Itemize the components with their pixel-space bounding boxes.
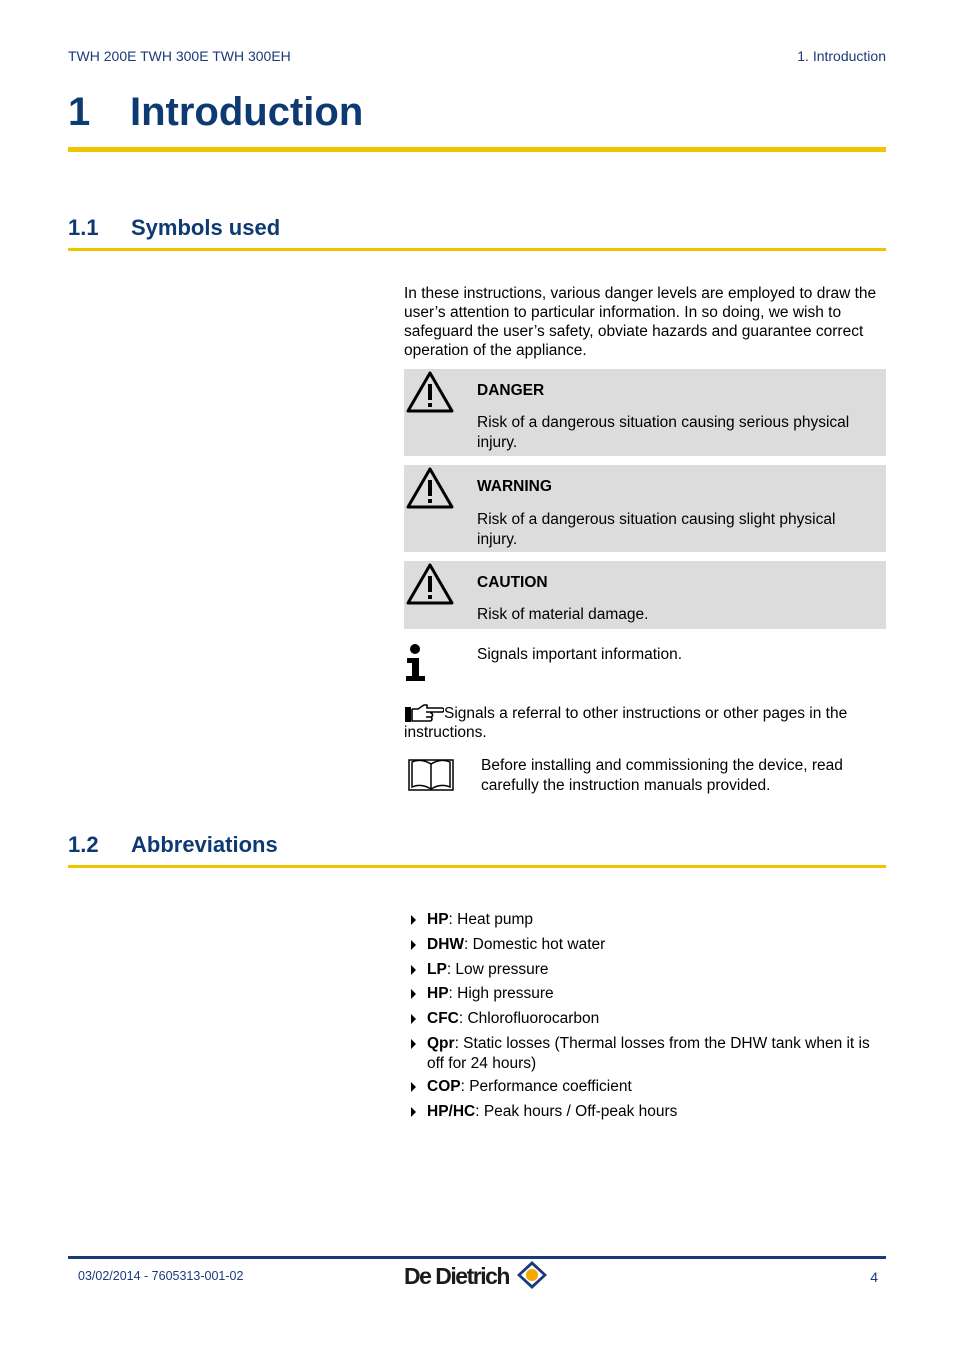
page-number: 4 [870,1269,878,1285]
list-item: COP: Performance coefficient [404,1077,888,1097]
section-1-1-title: Symbols used [131,215,281,240]
footer-rule [68,1256,886,1259]
abbreviations-list [404,910,888,1122]
list-item: Qpr: Static losses (Thermal losses from the DHW tank when it is off for 24 hours) [404,1034,888,1074]
danger-title: DANGER [477,382,545,399]
section-1-2-heading [68,832,278,858]
section-1-2-number: 1.2 [68,832,99,857]
list-item: CFC: Chlorofluorocarbon [404,1009,888,1029]
chapter-number: 1 [68,90,91,134]
doc-header-section: 1. Introduction [797,48,886,64]
symbols-intro-paragraph: In these instructions, various danger levels are employed to draw the user’s attention to particular information. In so doing, we wish to safeguard the user’s safety, obviate hazards and guarantee correct operation of the appliance. [404,285,877,359]
danger-text: Risk of a dangerous situation causing serious physical injury. [477,414,850,451]
bullet-arrow-icon [411,989,416,999]
bullet-arrow-icon [411,1107,416,1117]
bullet-arrow-icon [411,940,416,950]
section-1-2-rule [68,865,886,868]
section-1-1-heading [68,215,280,241]
caution-notice [404,561,886,629]
list-item: HP/HC: Peak hours / Off-peak hours [404,1102,888,1122]
bullet-arrow-icon [411,965,416,975]
warning-notice [404,465,886,552]
bullet-arrow-icon [411,1014,416,1024]
brand-diamond-icon [516,1260,548,1296]
section-1-1-rule [68,248,886,251]
warning-text: Risk of a dangerous situation causing slight physical injury. [477,511,836,548]
warning-triangle-icon [406,563,454,610]
doc-header-model: TWH 200E TWH 300E TWH 300EH [68,48,291,64]
brand-name: De Dietrich [404,1263,509,1289]
bullet-arrow-icon [411,1039,416,1049]
chapter-rule [68,147,886,152]
list-item: DHW: Domestic hot water [404,935,888,955]
info-icon [404,644,428,687]
chapter-title [68,90,363,135]
warning-triangle-icon [406,467,454,514]
danger-notice [404,369,886,456]
caution-title: CAUTION [477,574,548,591]
manual-text: Before installing and commissioning the device, read carefully the instruction manuals provided. [481,757,843,794]
referral-text: Signals a referral to other instructions or other pages in the instructions. [404,705,848,741]
chapter-title-text: Introduction [130,90,364,134]
warning-triangle-icon [406,371,454,418]
list-item: LP: Low pressure [404,960,888,980]
brand-logo [404,1260,548,1296]
bullet-arrow-icon [411,1082,416,1092]
pointing-hand-icon [404,704,444,729]
info-text: Signals important information. [477,646,683,663]
list-item: HP: High pressure [404,984,888,1004]
section-1-2-title: Abbreviations [131,832,278,857]
caution-text: Risk of material damage. [477,606,649,623]
bullet-arrow-icon [411,915,416,925]
list-item: HP: Heat pump [404,910,888,930]
footer-date-reference: 03/02/2014 - 7605313-001-02 [78,1269,244,1283]
open-book-icon [408,756,454,797]
warning-title: WARNING [477,478,552,495]
section-1-1-number: 1.1 [68,215,99,240]
